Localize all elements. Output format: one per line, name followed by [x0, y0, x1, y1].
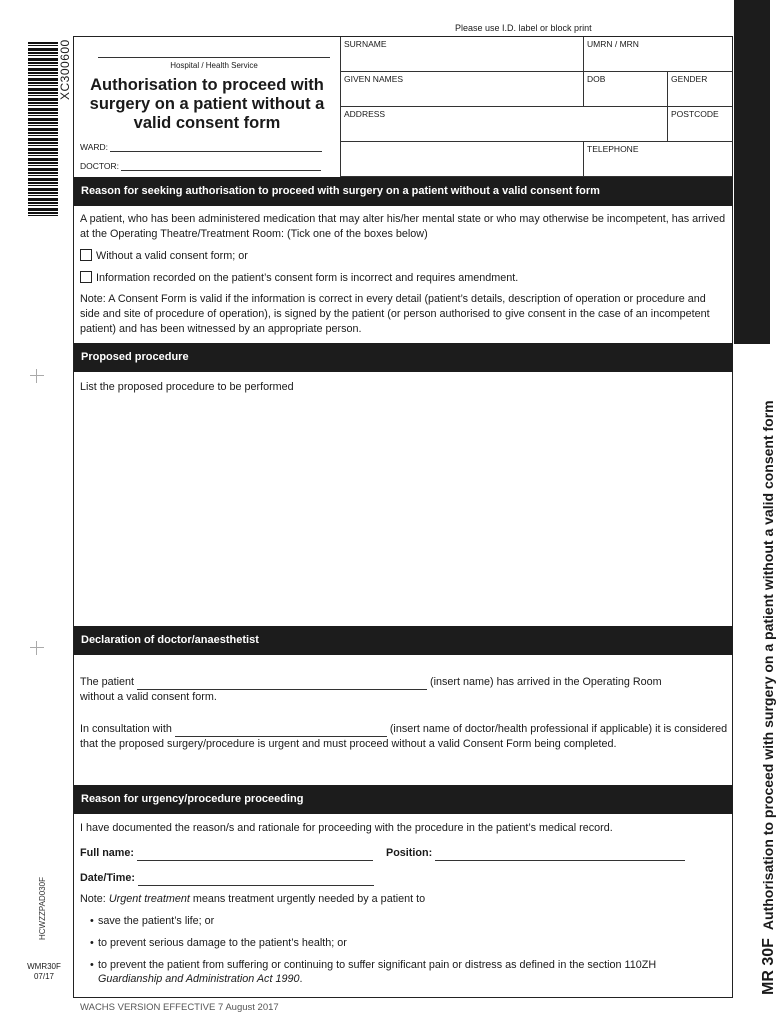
- surname-cell[interactable]: [340, 37, 583, 72]
- registration-mark: [30, 369, 44, 383]
- section-procedure-heading: Proposed procedure: [74, 343, 733, 372]
- procedure-prompt: List the proposed procedure to be performed: [80, 381, 294, 393]
- dob-label: DOB: [587, 74, 606, 84]
- note-term: Urgent treatment: [108, 893, 190, 905]
- gender-label: GENDER: [671, 74, 708, 84]
- hospital-label: Hospital / Health Service: [98, 57, 330, 70]
- doctor-field[interactable]: [80, 161, 321, 171]
- full-name-label: Full name:: [80, 847, 134, 859]
- wmr-code: WMR30F: [27, 962, 61, 971]
- telephone-label: TELEPHONE: [587, 144, 639, 154]
- consultation-suffix: (insert name of doctor/health professional if applicable): [389, 723, 653, 735]
- registration-mark: [30, 641, 44, 655]
- patient-id-grid: [340, 37, 732, 177]
- wmr-date: 07/17: [33, 972, 55, 981]
- form-number: XC300600: [58, 39, 72, 100]
- option-incorrect-info-label: Information recorded on the patient’s consent form is incorrect and requires amendment.: [96, 272, 519, 284]
- reason-intro: A patient, who has been administered medication that may alter his/her mental state or who may otherwise be incompetent, has arrived at the Operating Theatre/Treatment Room: (Tick one of the boxes below): [80, 213, 726, 240]
- section-reason-heading: Reason for seeking authorisation to proceed with surgery on a patient without a valid consent form: [74, 177, 733, 206]
- version-footer: WACHS VERSION EFFECTIVE 7 August 2017: [80, 1002, 279, 1013]
- consultation-name-input[interactable]: [175, 725, 387, 737]
- procedure-text-area[interactable]: [80, 400, 725, 622]
- telephone-cell[interactable]: [583, 142, 732, 177]
- section-declaration-heading: Declaration of doctor/anaesthetist: [74, 626, 733, 655]
- full-name-input[interactable]: [137, 849, 373, 861]
- address-label: ADDRESS: [344, 109, 386, 119]
- form-title: Authorisation to proceed with surgery on a patient without a valid consent form: [89, 76, 325, 132]
- side-tab: [734, 0, 770, 344]
- bullet-prevent-damage: • to prevent serious damage to the patient’s health; or: [98, 936, 718, 950]
- form-header: [74, 37, 340, 177]
- postcode-label: POSTCODE: [671, 109, 719, 119]
- umrn-label: UMRN / MRN: [587, 39, 639, 49]
- datetime-row: [80, 871, 728, 886]
- patient-line2: without a valid consent form.: [80, 691, 217, 703]
- wmr-code-block: [20, 962, 68, 982]
- datetime-label: Date/Time:: [80, 872, 136, 884]
- position-input[interactable]: [435, 849, 685, 861]
- patient-prefix: The patient: [80, 676, 135, 688]
- consultation-prefix: In consultation with: [80, 723, 172, 735]
- patient-suffix: (insert name) has arrived in the Operating Room: [430, 676, 662, 688]
- datetime-input[interactable]: [138, 874, 374, 886]
- barcode: [28, 42, 58, 217]
- bullet-prevent-pain: [98, 958, 718, 986]
- postcode-cell[interactable]: [667, 107, 732, 142]
- position-label: Position:: [386, 847, 433, 859]
- bullet3-end: .: [299, 973, 303, 985]
- given-names-label: GIVEN NAMES: [344, 74, 404, 84]
- surname-label: SURNAME: [344, 39, 387, 49]
- side-form-code: MR 30F: [760, 938, 777, 995]
- vertical-code: HCWZZPAD030F: [38, 877, 47, 940]
- urgent-treatment-note: [80, 892, 728, 907]
- consultation-rest: it is considered that the proposed surgery/procedure is urgent and must proceed without a valid Consent Form being completed.: [80, 723, 728, 750]
- given-names-cell[interactable]: [340, 72, 583, 107]
- print-note: Please use I.D. label or block print: [455, 23, 592, 33]
- declaration-consultation: [80, 722, 728, 752]
- option-no-consent-label: Without a valid consent form; or: [96, 250, 248, 262]
- side-title: [760, 400, 778, 995]
- option-incorrect-info[interactable]: [80, 271, 728, 286]
- ward-label: WARD:: [80, 142, 109, 152]
- note-rest: means treatment urgently needed by a patient to: [189, 893, 426, 905]
- side-form-title: Authorisation to proceed with surgery on a patient without a valid consent form: [760, 400, 776, 931]
- address-cont-cell[interactable]: [340, 142, 583, 177]
- bullet3-act: Guardianship and Administration Act 1990: [98, 973, 300, 985]
- declaration-patient-line: [80, 675, 728, 705]
- patient-name-input[interactable]: [137, 678, 427, 690]
- doctor-label: DOCTOR:: [80, 161, 120, 171]
- option-no-consent[interactable]: [80, 249, 728, 264]
- dob-cell[interactable]: [583, 72, 667, 107]
- umrn-cell[interactable]: [583, 37, 732, 72]
- consent-note: Note: A Consent Form is valid if the information is correct in every detail (patient’s details, description of operation or procedure and side and site of procedure of operation), is signed by the patient (or person authorised to give consent in the case of an incompetent patient) and has been witnessed by an appropriate person.: [80, 293, 710, 335]
- gender-cell[interactable]: [667, 72, 732, 107]
- checkbox-no-consent[interactable]: [80, 249, 92, 261]
- bullet3-text: to prevent the patient from suffering or continuing to suffer significant pain or distress as defined in the section 110ZH: [98, 959, 657, 971]
- bullet-save-life: • save the patient’s life; or: [98, 914, 718, 928]
- full-name-row: [80, 846, 728, 861]
- note-prefix: Note:: [80, 893, 109, 905]
- urgency-statement: I have documented the reason/s and rationale for proceeding with the procedure in the patient’s medical record.: [80, 822, 613, 834]
- address-cell[interactable]: [340, 107, 667, 142]
- checkbox-incorrect-info[interactable]: [80, 271, 92, 283]
- section-urgency-heading: Reason for urgency/procedure proceeding: [74, 785, 733, 814]
- ward-field[interactable]: [80, 142, 322, 152]
